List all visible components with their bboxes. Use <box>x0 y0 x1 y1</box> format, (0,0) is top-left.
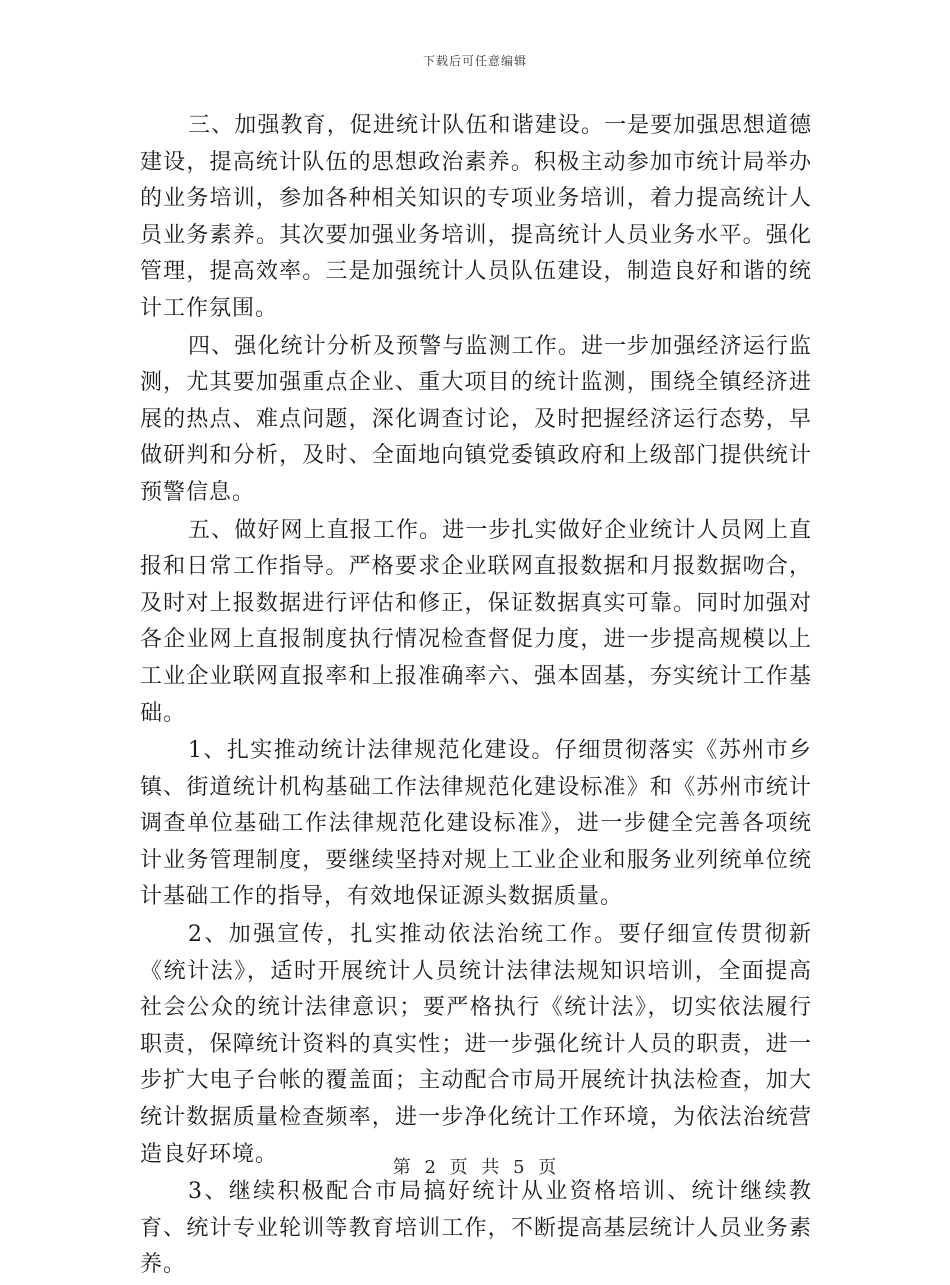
document-body <box>140 108 812 1285</box>
page-number-footer: 第 2 页 共 5 页 <box>392 1157 558 1178</box>
page-header: 下载后可任意编辑 <box>422 54 527 68</box>
paragraph-item-2: 2、加强宣传，扎实推动依法治统工作。要仔细宣传贯彻新《统计法》，适时开展统计人员统计法律法规知识培训，全面提高社会公众的统计法律意识；要严格执行《统计法》，切实依法履行职责，保障统计资料的真实性；进一步强化统计人员的职责，进一步扩大电子台帐的覆盖面；主动配合市局开展统计执法检查，加大统计数据质量检查频率，进一步净化统计工作环境，为依法治统营造良好环境。 <box>140 922 812 1167</box>
paragraph-section-3: 三、加强教育，促进统计队伍和谐建设。一是要加强思想道德建设，提高统计队伍的思想政治素养。积极主动参加市统计局举办的业务培训，参加各种相关知识的专项业务培训，着力提高统计人员业务素养。其次要加强业务培训，提高统计人员业务水平。强化管理，提高效率。三是加强统计人员队伍建设，制造良好和谐的统计工作氛围。 <box>140 113 812 321</box>
paragraph-item-1: 1、扎实推动统计法律规范化建设。仔细贯彻落实《苏州市乡镇、街道统计机构基础工作法律规范化建设标准》和《苏州市统计调查单位基础工作法律规范化建设标准》，进一步健全完善各项统计业务管理制度，要继续坚持对规上工业企业和服务业列统单位统计基础工作的指导，有效地保证源头数据质量。 <box>140 738 812 910</box>
paragraph-item-3: 3、继续积极配合市局搞好统计从业资格培训、统计继续教育、统计专业轮训等教育培训工作，不断提高基层统计人员业务素养。 <box>140 1179 812 1278</box>
paragraph-section-5: 五、做好网上直报工作。进一步扎实做好企业统计人员网上直报和日常工作指导。严格要求企业联网直报数据和月报数据吻合，及时对上报数据进行评估和修正，保证数据真实可靠。同时加强对各企业网上直报制度执行情况检查督促力度，进一步提高规模以上工业企业联网直报率和上报准确率六、强本固基，夯实统计工作基础。 <box>140 517 812 726</box>
paragraph-section-4: 四、强化统计分析及预警与监测工作。进一步加强经济运行监测，尤其要加强重点企业、重大项目的统计监测，围绕全镇经济进展的热点、难点问题，深化调查讨论，及时把握经济运行态势，早做研判和分析，及时、全面地向镇党委镇政府和上级部门提供统计预警信息。 <box>140 333 812 505</box>
